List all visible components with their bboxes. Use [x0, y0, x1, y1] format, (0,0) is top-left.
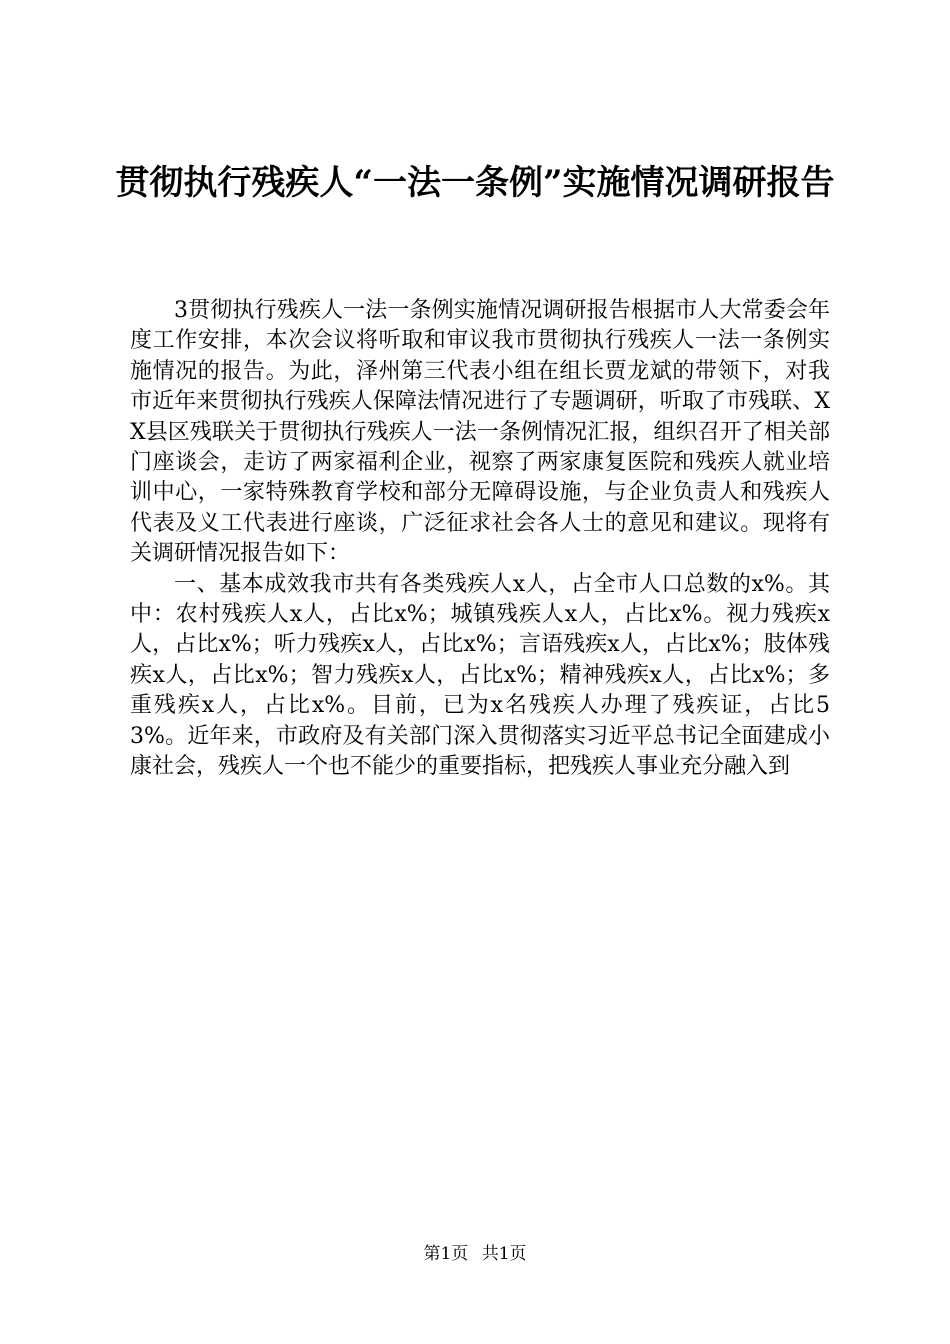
- page-number-current: 第1页: [423, 1244, 469, 1264]
- body-paragraph-1: 3贯彻执行残疾人一法一条例实施情况调研报告根据市人大常委会年度工作安排，本次会议将听取和审议我市贯彻执行残疾人一法一条例实施情况的报告。为此，泽州第三代表小组在组长贾龙斌的带领下，对我市近年来贯彻执行残疾人保障法情况进行了专题调研，听取了市残联、XX县区残联关于贯彻执行残疾人一法一条例情况汇报，组织召开了相关部门座谈会，走访了两家福利企业，视察了两家康复医院和残疾人就业培训中心，一家特殊教育学校和部分无障碍设施，与企业负责人和残疾人代表及义工代表进行座谈，广泛征求社会各人士的意见和建议。现将有关调研情况报告如下：: [130, 298, 830, 567]
- page-number-total: 共1页: [481, 1244, 527, 1264]
- body-paragraph-2: 一、基本成效我市共有各类残疾人x人，占全市人口总数的x%。其中：农村残疾人x人，占比x%；城镇残疾人x人，占比x%。视力残疾x人，占比x%；听力残疾x人，占比x%；言语残疾x人，占比x%；肢体残疾x人，占比x%；智力残疾x人，占比x%；精神残疾x人，占比x%；多重残疾x人，占比x%。目前，已为x名残疾人办理了残疾证，占比53%。近年来，市政府及有关部门深入贯彻落实习近平总书记全面建成小康社会，残疾人一个也不能少的重要指标，把残疾人事业充分融入到: [130, 571, 830, 780]
- document-title: 贯彻执行残疾人“一法一条例”实施情况调研报告: [115, 163, 835, 203]
- page-footer: [0, 1242, 950, 1266]
- document-body: [130, 296, 830, 783]
